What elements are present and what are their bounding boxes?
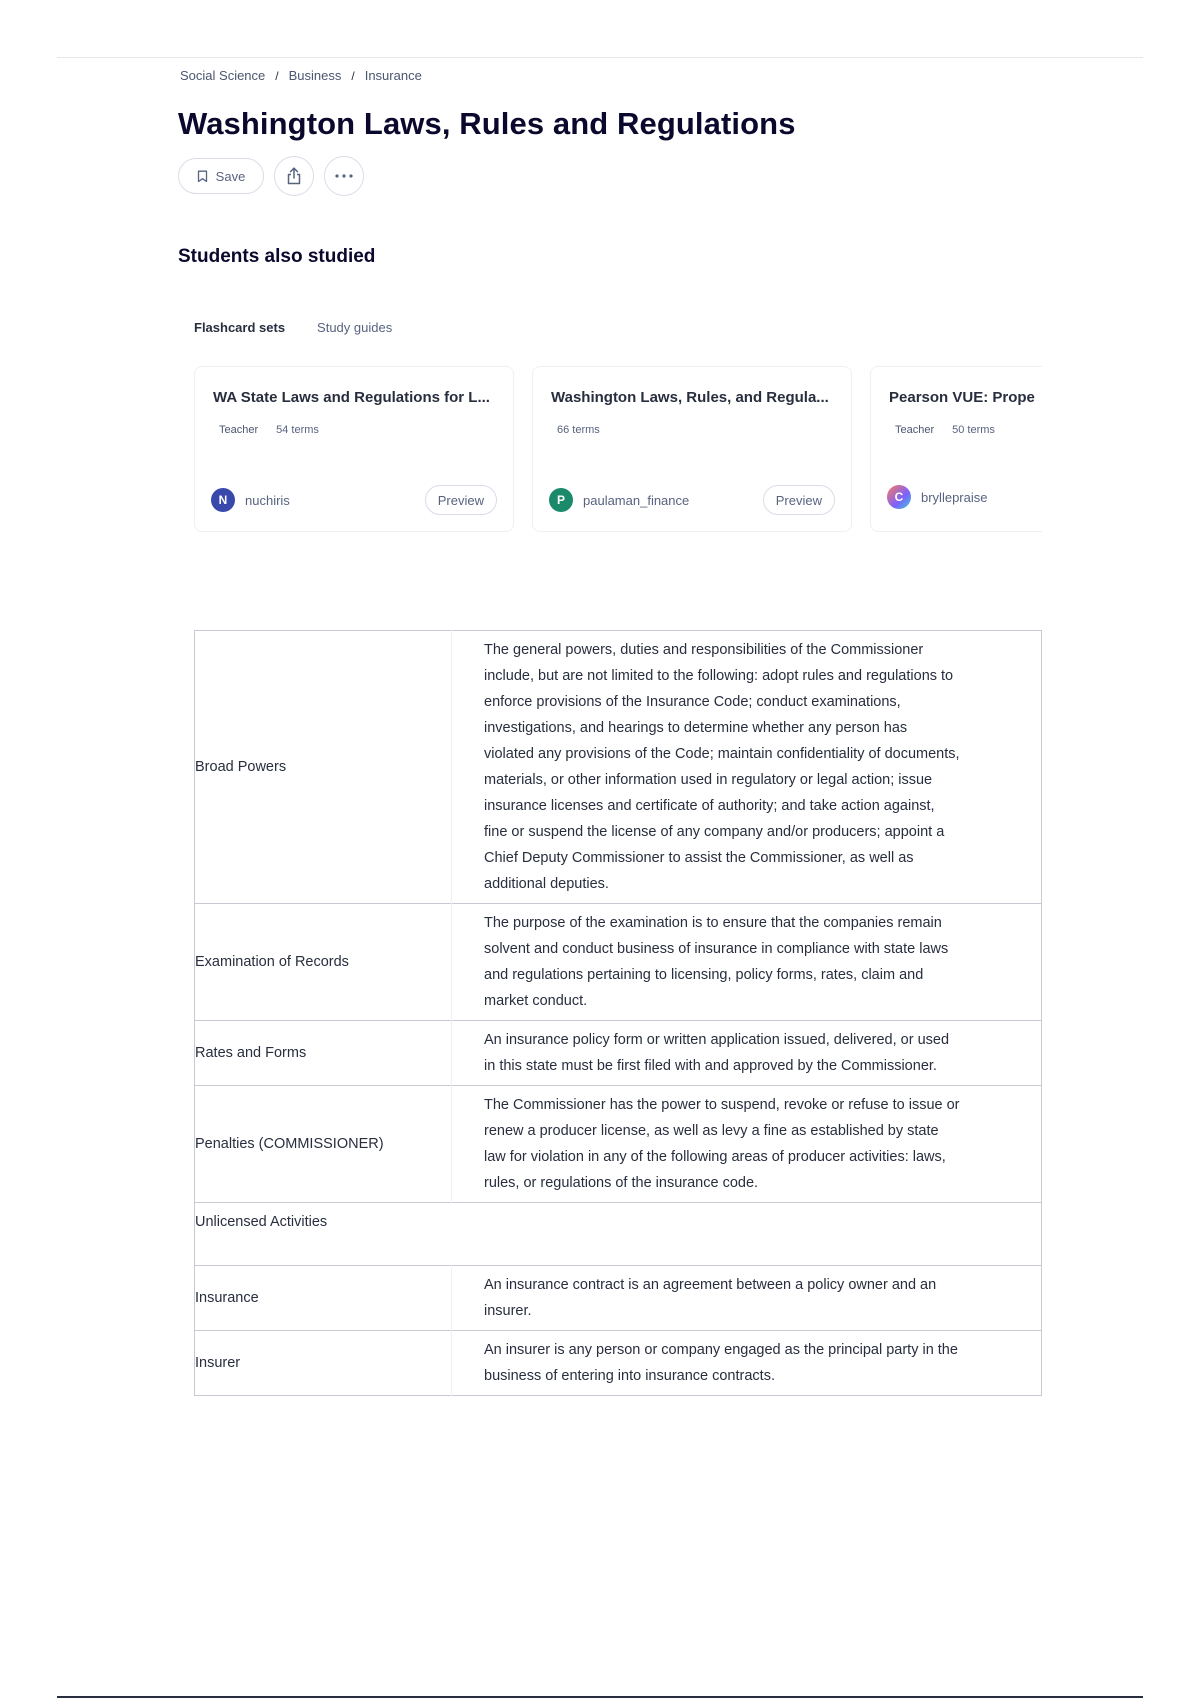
card-footer [549, 485, 835, 515]
definition-cell: The purpose of the examination is to ensure that the companies remain solvent and conduct business of insurance in compliance with state laws and regulations pertaining to licensing, policy forms, rates, claim and market conduct. [452, 904, 1042, 1021]
related-set-card[interactable] [532, 366, 852, 532]
term-cell: Insurance [195, 1266, 452, 1331]
save-button[interactable] [178, 158, 264, 194]
table-row [195, 1086, 1042, 1203]
bottom-divider [57, 1696, 1143, 1698]
table-row [195, 631, 1042, 904]
breadcrumb-separator: / [275, 68, 279, 83]
bookmark-icon [197, 170, 208, 183]
related-set-card[interactable] [194, 366, 514, 532]
term-count: 50 terms [952, 424, 995, 436]
tab-study-guides[interactable]: Study guides [317, 320, 393, 335]
author-name[interactable]: bryllepraise [921, 489, 988, 505]
definition-cell: The Commissioner has the power to suspend, revoke or refuse to issue or renew a producer license, as well as levy a fine as established by state law for violation in any of the following areas of producer activities: laws, rules, or regulations of the insurance code. [452, 1086, 1042, 1203]
card-author [549, 488, 689, 512]
table-row [195, 1266, 1042, 1331]
preview-button[interactable]: Preview [425, 485, 497, 515]
table-row [195, 1331, 1042, 1396]
term-cell: Broad Powers [195, 631, 452, 904]
preview-button[interactable]: Preview [763, 485, 835, 515]
share-button[interactable] [274, 156, 314, 196]
card-footer [211, 485, 497, 515]
term-count: 66 terms [557, 424, 600, 436]
related-sets-carousel [194, 366, 1042, 536]
card-title: WA State Laws and Regulations for L... [213, 389, 490, 406]
definition-cell: The general powers, duties and responsibilities of the Commissioner include, but are not limited to the following: adopt rules and regulations to enforce provisions of the Insurance Code; conduct examinations, investigations, and hearings to determine whether any person has violated any provisions of the Code; maintain confidentiality of documents, materials, or other information used in regulatory or legal action; issue insurance licenses and certificate of authority; and take action against, fine or suspend the license of any company and/or producers; appoint a Chief Deputy Commissioner to assist the Commissioner, as well as additional deputies. [484, 642, 960, 892]
more-options-button[interactable] [324, 156, 364, 196]
card-title: Pearson VUE: Prope [889, 389, 1035, 406]
table-row [195, 1203, 1042, 1266]
breadcrumb-insurance[interactable]: Insurance [364, 68, 422, 83]
related-set-card[interactable] [870, 366, 1042, 532]
card-title: Washington Laws, Rules, and Regula... [551, 389, 829, 406]
teacher-badge: Teacher [219, 424, 259, 436]
students-also-studied-heading: Students also studied [178, 246, 376, 267]
card-footer [887, 485, 1042, 509]
definition-cell: An insurer is any person or company engaged as the principal party in the business of entering into insurance contracts. [452, 1331, 1042, 1396]
term-count: 54 terms [276, 424, 319, 436]
terms-table [194, 630, 1042, 1396]
definition-cell: An insurance policy form or written application issued, delivered, or used in this state must be first filed with and approved by the Commissioner. [452, 1021, 1042, 1086]
breadcrumb [180, 68, 422, 83]
top-divider [57, 57, 1143, 58]
table-row [195, 904, 1042, 1021]
term-cell: Insurer [195, 1331, 452, 1396]
breadcrumb-business[interactable]: Business [288, 68, 342, 83]
set-actions [178, 156, 364, 196]
term-cell: Rates and Forms [195, 1021, 452, 1086]
avatar: P [549, 488, 573, 512]
card-meta [213, 424, 495, 436]
tab-flashcard-sets[interactable]: Flashcard sets [194, 320, 286, 335]
avatar: C [887, 485, 911, 509]
card-meta [551, 424, 833, 436]
table-row [195, 1021, 1042, 1086]
breadcrumb-separator: / [351, 68, 355, 83]
card-author [887, 485, 987, 509]
card-author [211, 488, 290, 512]
share-icon [286, 167, 302, 185]
more-options-icon [335, 174, 353, 178]
author-name[interactable]: nuchiris [245, 492, 290, 508]
study-tabs [194, 320, 392, 335]
avatar: N [211, 488, 235, 512]
teacher-badge: Teacher [895, 424, 935, 436]
author-name[interactable]: paulaman_finance [583, 492, 690, 508]
card-meta [889, 424, 1042, 436]
page-title: Washington Laws, Rules and Regulations [178, 106, 796, 141]
breadcrumb-social-science[interactable]: Social Science [180, 68, 266, 83]
term-cell: Examination of Records [195, 904, 452, 1021]
save-label: Save [215, 168, 246, 184]
term-cell: Unlicensed Activities [195, 1203, 1042, 1266]
term-cell: Penalties (COMMISSIONER) [195, 1086, 452, 1203]
definition-cell: An insurance contract is an agreement between a policy owner and an insurer. [452, 1266, 1042, 1331]
